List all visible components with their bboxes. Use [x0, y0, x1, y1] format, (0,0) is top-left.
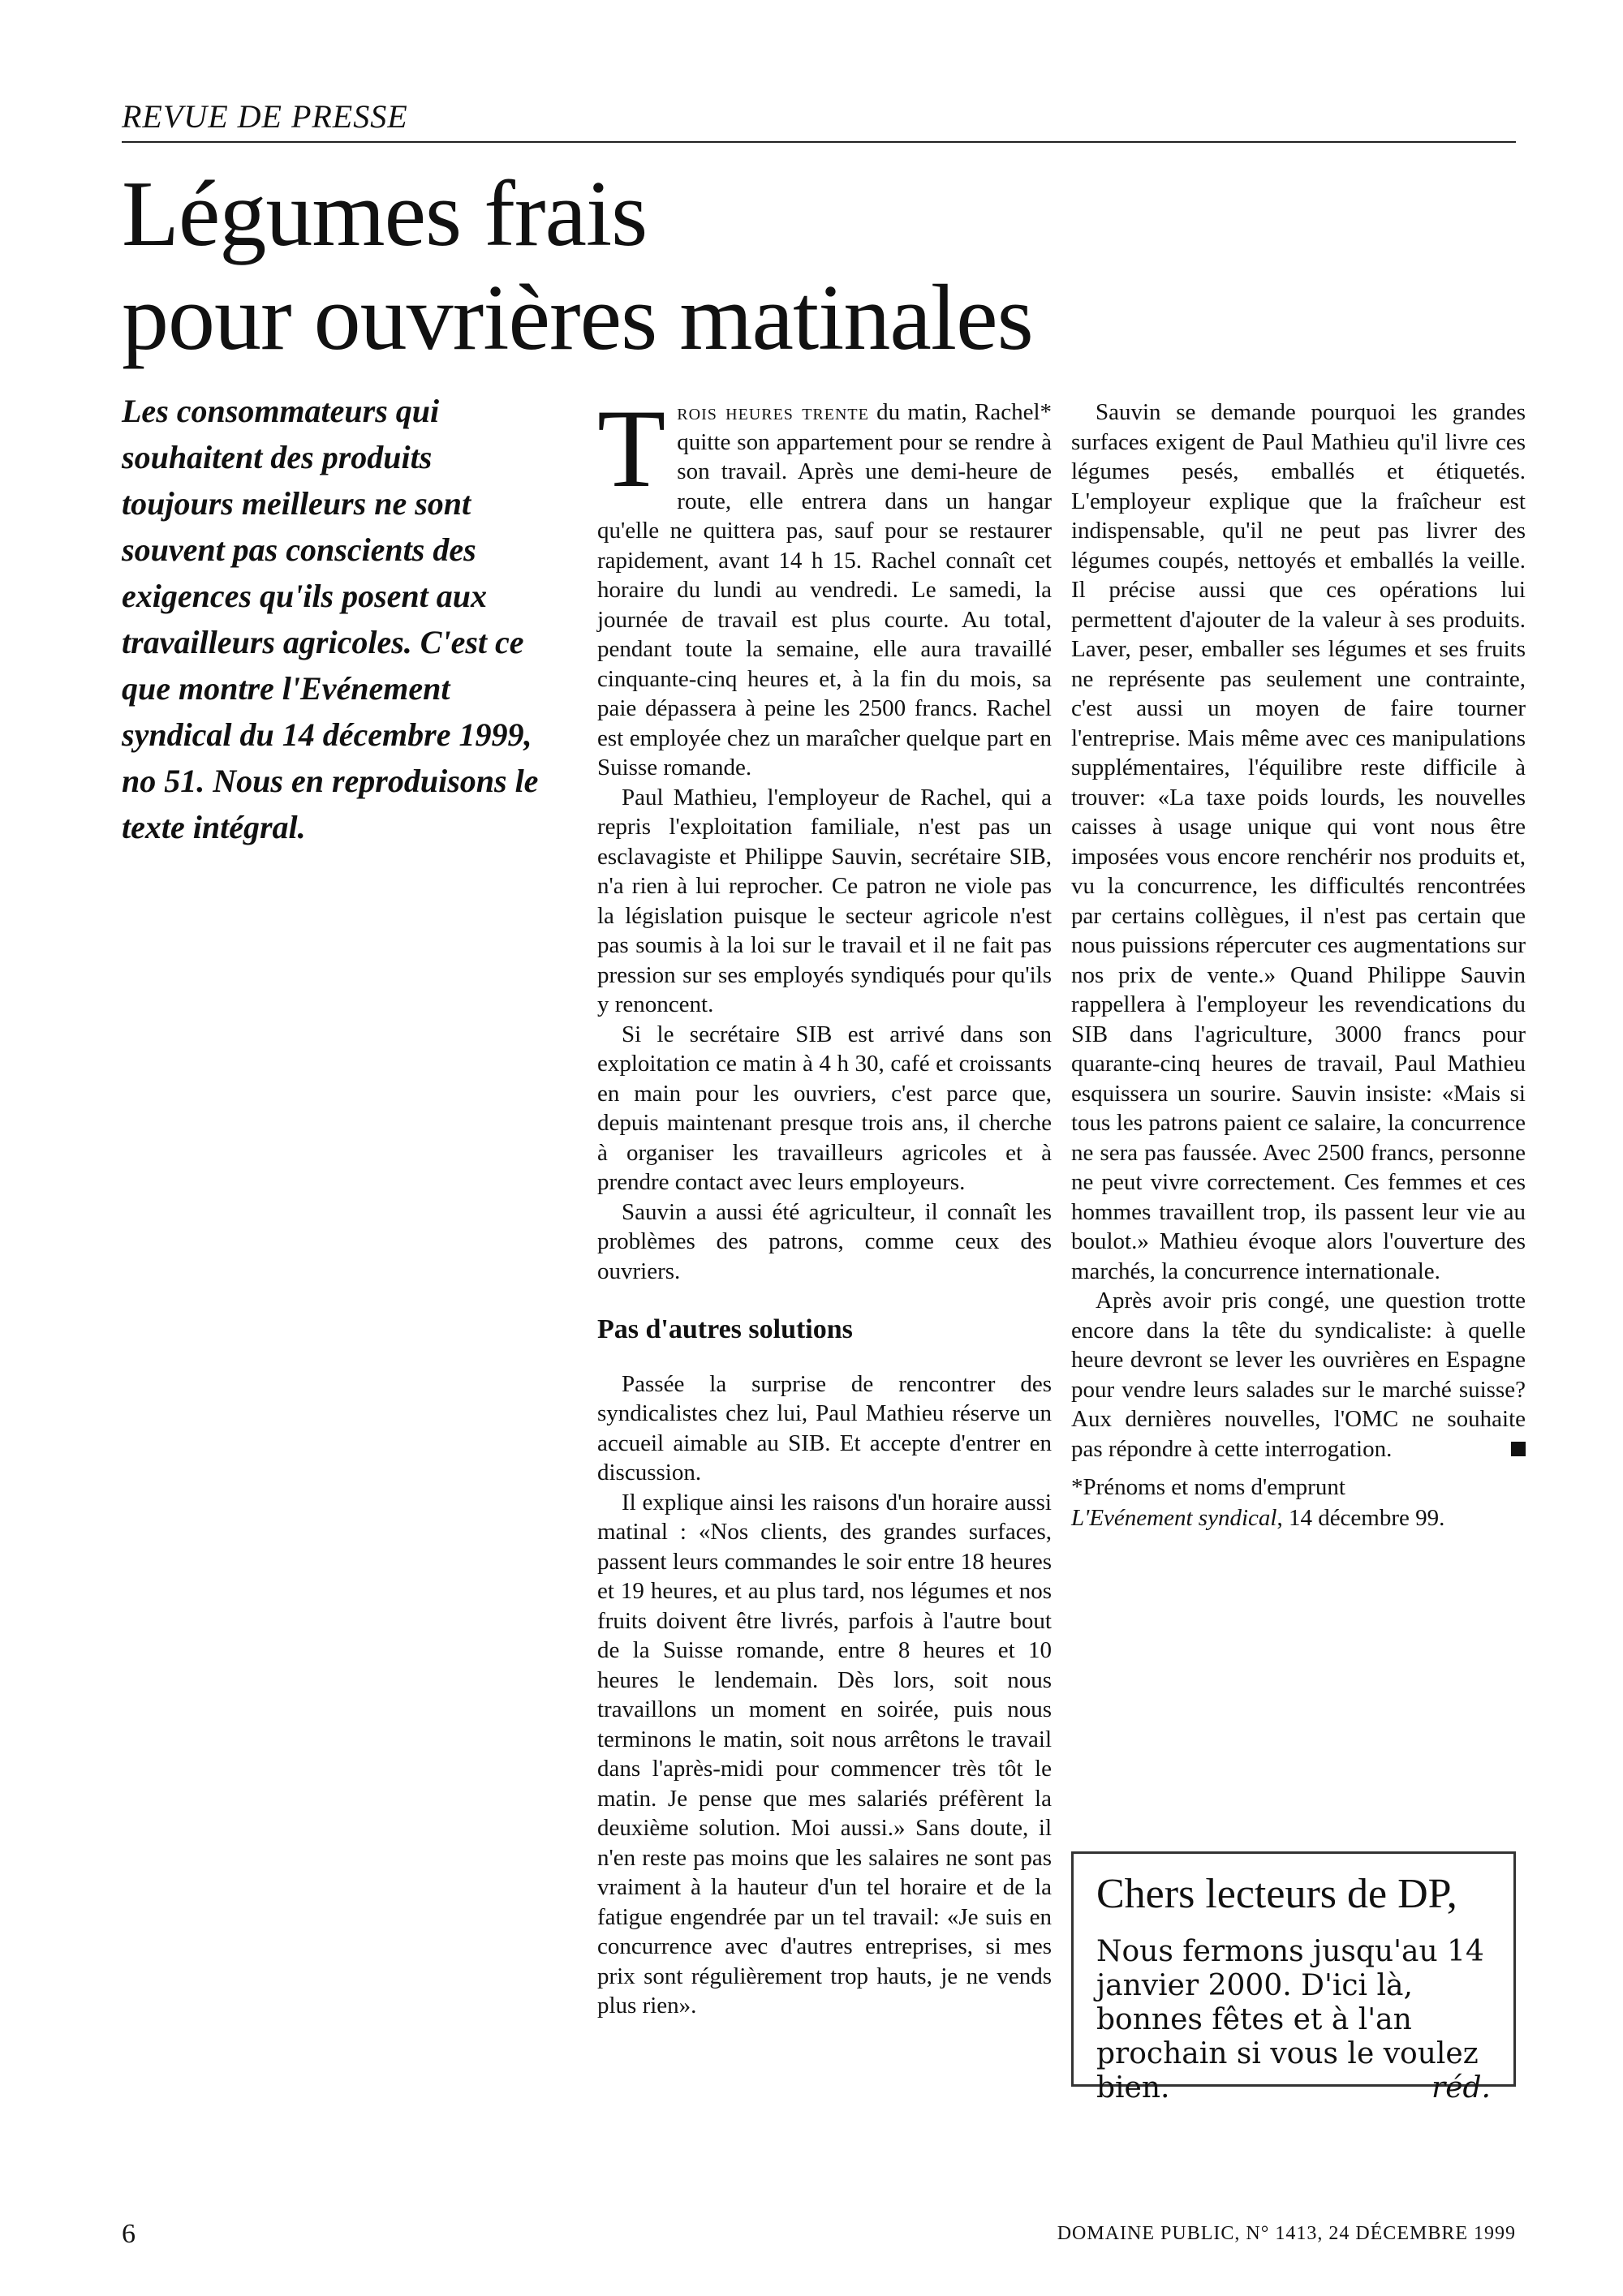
opening-words: rois heures trente: [677, 399, 869, 425]
article-column-2: [1071, 398, 1526, 1533]
article-paragraph: Paul Mathieu, l'employeur de Rachel, qui a repris l'exploitation familiale, n'est pas un esclavagiste et Philippe Sauvin, secrétaire SIB, n'a rien à lui reprocher. Ce patron ne viole pas la législation puisque le secteur agricole n'est pas soumis à la loi sur le travail et il ne fait pas pression sur ses employés syndiqués pour qu'ils y renoncent.: [597, 784, 1052, 1017]
lede-intro: Les consommateurs qui souhaitent des produits toujours meilleurs ne sont souvent pas conscients des exigences qu'ils posent aux travailleurs agricoles.: [122, 393, 488, 660]
drop-cap: T: [597, 386, 666, 510]
article-paragraph: [1071, 1286, 1526, 1464]
headline: [122, 162, 1501, 370]
article-paragraph: Passée la surprise de rencontrer des syndicalistes chez lui, Paul Mathieu réserve un accueil aimable au SIB. Et accepte d'entrer en discussion.: [597, 1370, 1052, 1486]
article-column-1: [597, 386, 1053, 2021]
notice-box: [1071, 1851, 1516, 2105]
article-paragraph: Si le secrétaire SIB est arrivé dans son exploitation ce matin à 4 h 30, café et croissants en main pour les ouvriers, c'est parce que, depuis maintenant presque trois ans, il cherche à organiser les travailleurs agricoles et à prendre contact avec leurs employeurs.: [597, 1021, 1052, 1195]
notice-text: Nous fermons jusqu'au 14 janvier 2000. D'ici là, bonnes fêtes et à l'an prochain si vous le voulez bien.: [1096, 1935, 1484, 2105]
article-paragraph: Il explique ainsi les raisons d'un horaire aussi matinal : «Nos clients, des grandes surfaces, passent leurs commandes le soir entre 18 heures et 19 heures, et au plus tard, nos légumes et nos fruits doivent être livrés, parfois à l'autre bout de la Suisse romande, entre 8 heures et 10 heures le lendemain. Dès lors, soit nous travaillons un moment en soirée, puis nous terminons le matin, soit nous arrêtons le travail dans l'après-midi pour commencer très tôt le matin. Je pense que mes salariés préfèrent la deuxième solution. Moi aussi.» Sans doute, il n'en reste pas moins que les salaires ne sont pas vraiment à la hauteur d'un tel horaire et de la fatigue engendrée par un tel travail: «Je suis en concurrence avec d'autres entreprises, si mes prix sont régulièrement trop hauts, je ne vends plus rien».: [597, 1489, 1052, 2019]
paragraph-text: du matin, Rachel* quitte son appartement pour se rendre à son travail. Après une demi-heure de route, elle entrera dans un hangar qu'elle ne quittera pas, sauf pour se restaurer rapidement, avant 14 h 15. Rachel connaît cet horaire du lundi au vendredi. Le samedi, la journée de travail est plus courte. Au total, pendant toute la semaine, elle aura travaillé cinquante-cinq heures et, à la fin du mois, sa paie dépassera à peine les 2500 francs. Rachel est employée chez un maraîcher quelque part en Suisse romande.: [597, 399, 1053, 780]
article-paragraph: Sauvin a aussi été agriculteur, il connaît les problèmes des patrons, comme ceux des ouvriers.: [597, 1198, 1052, 1284]
notice-signature: réd.: [1431, 2071, 1491, 2105]
page-number: 6: [122, 2219, 136, 2249]
section-divider: [122, 141, 1516, 143]
headline-line-2: pour ouvrières matinales: [122, 266, 1033, 370]
article-paragraph: [597, 386, 1053, 783]
lede-source: C'est ce que montre l'Evénement syndical du 14 décembre 1999, no 51. Nous en reproduisons le texte intégral.: [122, 624, 539, 845]
source-title: L'Evénement syndical: [1071, 1505, 1277, 1531]
section-label: REVUE DE PRESSE: [122, 98, 408, 135]
source-date: , 14 décembre 99.: [1276, 1505, 1445, 1531]
subheading: Pas d'autres solutions: [597, 1314, 853, 1344]
headline-line-1: Légumes frais: [122, 162, 648, 266]
article-paragraph: Sauvin se demande pourquoi les grandes surfaces exigent de Paul Mathieu qu'il livre ces légumes pesés, emballés et étiquetés. L'employeur explique que la fraîcheur est indispensable, qu'il ne peut pas livrer des légumes coupés, nettoyés et emballés la veille. Il précise aussi que ces opérations lui permettent d'ajouter de la valeur à ses produits. Laver, peser, emballer ses légumes et ses fruits ne représente pas seulement une contrainte, c'est aussi un moyen de faire tourner l'entreprise. Mais même avec ces manipulations supplémentaires, l'équilibre reste difficile à trouver: «La taxe poids lourds, les nouvelles caisses à usage unique qui vont nous être imposées vous encore renchérir nos produits et, vu la concurrence, les difficultés rencontrées par certains collègues, il n'est pas certain que nous puissions répercuter ces augmentations sur nos prix de vente.» Quand Philippe Sauvin rappellera à l'employeur les revendications du SIB dans l'agriculture, 3000 francs pour quarante-cinq heures de travail, Paul Mathieu esquissera un sourire. Sauvin insiste: «Mais si tous les patrons paient ce salaire, la concurrence ne sera pas faussée. Avec 2500 francs, personne ne peut vivre correctement. Ces femmes et ces hommes travaillent trop, ils passent leur vie au boulot.» Mathieu évoque alors l'ouverture des marchés, la concurrence internationale.: [1071, 399, 1526, 1284]
notice-body: [1096, 1935, 1491, 2105]
lede: [122, 388, 552, 850]
footnote: *Prénoms et noms d'emprunt: [1071, 1474, 1345, 1500]
source-credit: [1071, 1503, 1526, 1533]
notice-title: Chers lecteurs de DP,: [1096, 1871, 1457, 1917]
end-mark-icon: [1511, 1442, 1526, 1456]
publication-footer: DOMAINE PUBLIC, N° 1413, 24 DÉCEMBRE 1999: [1057, 2223, 1516, 2244]
footnote-block: [1071, 1472, 1526, 1533]
paragraph-text: Après avoir pris congé, une question trotte encore dans la tête du syndicaliste: à quelle heure devront se lever les ouvrières en Espagne pour vendre leurs salades sur le marché suisse? Aux dernières nouvelles, l'OMC ne souhaite pas répondre à cette interrogation.: [1071, 1288, 1526, 1462]
